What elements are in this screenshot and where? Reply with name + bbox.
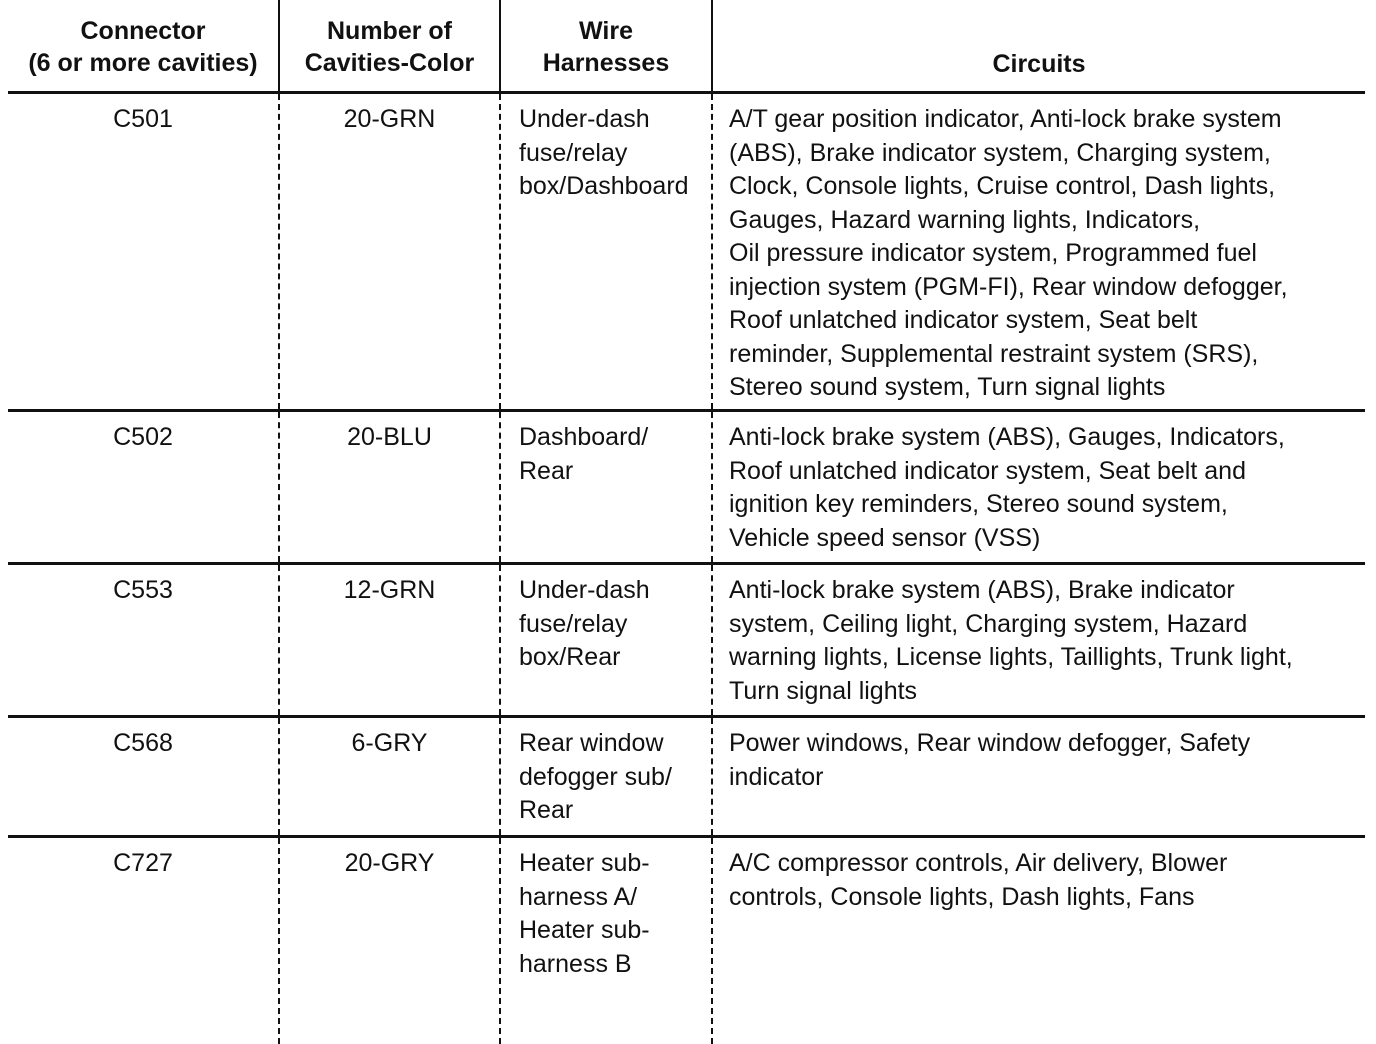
header-cavities-line-2: Cavities-Color [304, 49, 475, 77]
circuits-line: Roof unlatched indicator system, Seat belt and [729, 456, 1246, 485]
cavities-color: 20-GRN [343, 105, 436, 133]
cavities-cell [280, 565, 501, 715]
header-cavities [280, 0, 501, 91]
cavities-cell [280, 412, 501, 562]
circuits-cell [713, 412, 1365, 562]
table-row [8, 718, 1365, 838]
circuits-line: warning lights, License lights, Taillights, Trunk light, [729, 643, 1293, 671]
header-harnesses-line-2: Harnesses [542, 49, 670, 77]
circuits-cell [713, 838, 1365, 1044]
connector-id: C553 [113, 576, 173, 604]
header-connector [8, 0, 280, 91]
harness-line: Under-dash [519, 105, 650, 133]
connector-cell [8, 838, 280, 1044]
circuits-line: Anti-lock brake system (ABS), Gauges, Indicators, [729, 423, 1285, 451]
header-cavities-line-1: Number of [327, 17, 452, 45]
harness-line: Heater sub- [519, 916, 650, 944]
circuits-line: Turn signal lights [729, 676, 918, 705]
table-row [8, 838, 1365, 1044]
circuits-line: controls, Console lights, Dash lights, Fans [729, 882, 1195, 911]
harness-line: Rear [519, 796, 574, 824]
circuits-line: Oil pressure indicator system, Programmed fuel [729, 239, 1257, 267]
circuits-line: indicator [729, 762, 824, 791]
circuits-line: A/C compressor controls, Air delivery, Blower [729, 849, 1228, 877]
cavities-cell [280, 838, 501, 1044]
harness-line: box/Dashboard [519, 172, 689, 200]
harness-line: Rear window [519, 729, 664, 757]
cavities-color: 20-GRY [344, 849, 435, 877]
harness-line: fuse/relay [519, 609, 628, 638]
table-header [8, 0, 1365, 94]
harness-line: harness A/ [519, 882, 638, 911]
circuits-line: system, Ceiling light, Charging system, Hazard [729, 609, 1248, 638]
harness-cell [501, 838, 713, 1044]
harness-line: Heater sub- [519, 849, 650, 877]
circuits-cell [713, 565, 1365, 715]
connector-id: C727 [113, 849, 173, 877]
circuits-line: Gauges, Hazard warning lights, Indicators, [729, 205, 1201, 234]
header-harnesses-line-1: Wire [579, 17, 633, 45]
cavities-cell [280, 718, 501, 835]
header-circuits-label: Circuits [992, 50, 1086, 78]
harness-cell [501, 565, 713, 715]
circuits-line: injection system (PGM-FI), Rear window defogger, [729, 272, 1288, 301]
cavities-color: 12-GRN [343, 576, 436, 604]
harness-cell [501, 94, 713, 409]
circuits-line: Stereo sound system, Turn signal lights [729, 373, 1166, 401]
header-circuits [713, 0, 1365, 91]
header-connector-line-2: (6 or more cavities) [28, 49, 258, 77]
circuits-line: Power windows, Rear window defogger, Safety [729, 729, 1251, 757]
circuits-line: Clock, Console lights, Cruise control, Dash lights, [729, 172, 1276, 200]
table-row [8, 412, 1365, 565]
connector-cell [8, 565, 280, 715]
harness-line: Rear [519, 456, 574, 485]
cavities-color: 6-GRY [351, 729, 428, 757]
table-row [8, 565, 1365, 718]
connector-id: C568 [113, 729, 173, 757]
header-connector-line-1: Connector [80, 17, 206, 45]
harness-cell [501, 718, 713, 835]
circuits-cell [713, 718, 1365, 835]
circuits-line: A/T gear position indicator, Anti-lock brake system [729, 105, 1282, 133]
circuits-cell [713, 94, 1365, 409]
circuits-line: Roof unlatched indicator system, Seat belt [729, 306, 1198, 334]
connector-cell [8, 94, 280, 409]
connector-id: C501 [113, 105, 173, 133]
cavities-cell [280, 94, 501, 409]
circuits-line: ignition key reminders, Stereo sound system, [729, 490, 1228, 518]
harness-line: Under-dash [519, 576, 650, 604]
cavities-color: 20-BLU [347, 423, 432, 451]
header-harnesses [501, 0, 713, 91]
circuits-line: Vehicle speed sensor (VSS) [729, 523, 1041, 552]
harness-cell [501, 412, 713, 562]
table-row [8, 94, 1365, 412]
circuits-line: Anti-lock brake system (ABS), Brake indicator [729, 576, 1235, 604]
harness-line: defogger sub/ [519, 762, 672, 791]
connector-cell [8, 412, 280, 562]
circuits-line: reminder, Supplemental restraint system (SRS), [729, 339, 1259, 368]
connector-id: C502 [113, 423, 173, 451]
connector-cell [8, 718, 280, 835]
harness-line: Dashboard/ [519, 423, 649, 451]
harness-line: box/Rear [519, 643, 621, 671]
circuits-line: (ABS), Brake indicator system, Charging system, [729, 138, 1271, 167]
connector-table [8, 0, 1365, 1044]
harness-line: harness B [519, 949, 632, 978]
harness-line: fuse/relay [519, 138, 628, 167]
